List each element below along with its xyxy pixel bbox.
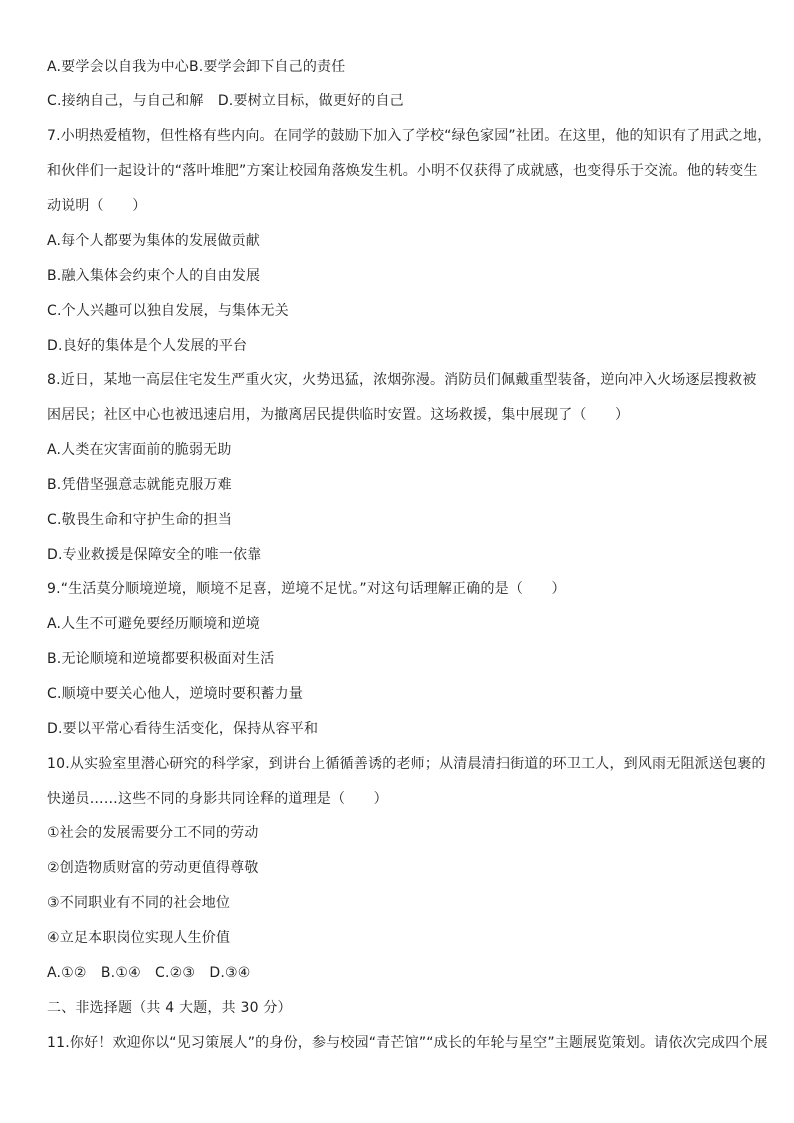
- q9-option-c: C.顺境中要关心他人，逆境时要积蓄力量: [47, 686, 304, 702]
- q7-stem-line-3: 动说明（ ）: [47, 198, 147, 214]
- q9-option-d: D.要以平常心看待生活变化，保持从容平和: [47, 721, 319, 737]
- q8-option-c: C.敬畏生命和守护生命的担当: [47, 512, 233, 528]
- q8-stem-line-1: 8.近日，某地一高层住宅发生严重火灾，火势迅猛，浓烟弥漫。消防员们佩戴重型装备，逆向冲入火场逐层搜救被: [47, 372, 757, 388]
- q7-option-b: B.融入集体会约束个人的自由发展: [47, 268, 261, 284]
- q10-statement-4: ④立足本职岗位实现人生价值: [47, 930, 231, 946]
- section-heading: 二、非选择题（共 4 大题，共 30 分）: [47, 1000, 292, 1016]
- q7-stem-line-2: 和伙伴们一起设计的“落叶堆肥”方案让校园角落焕发生机。小明不仅获得了成就感，也变得乐于交流。他的转变生: [47, 163, 758, 179]
- q9-option-a: A.人生不可避免要经历顺境和逆境: [47, 616, 260, 632]
- q10-options: A.①② B.①④ C.②③ D.③④: [47, 965, 251, 981]
- q9-option-b: B.无论顺境和逆境都要积极面对生活: [47, 651, 275, 667]
- q8-option-d: D.专业救援是保障安全的唯一依靠: [47, 547, 262, 563]
- q7-option-a: A.每个人都要为集体的发展做贡献: [47, 233, 260, 249]
- q10-statement-1: ①社会的发展需要分工不同的劳动: [47, 825, 259, 841]
- q10-stem-line-1: 10.从实验室里潜心研究的科学家，到讲台上循循善诱的老师；从清晨清扫街道的环卫工人，到风雨无阻派送包裹的: [47, 756, 766, 772]
- q10-stem-line-2: 快递员……这些不同的身影共同诠释的道理是（ ）: [47, 791, 388, 807]
- q6-options-ab: A.要学会以自我为中心B.要学会卸下自己的责任: [47, 59, 346, 75]
- q7-stem-line-1: 7.小明热爱植物，但性格有些内向。在同学的鼓励下加入了学校“绿色家园”社团。在这里，他的知识有了用武之地，: [47, 128, 772, 144]
- q11-stem-line-1: 11.你好！欢迎你以“见习策展人”的身份，参与校园“青芒馆”“成长的年轮与星空”主题展览策划。请依次完成四个展: [47, 1035, 768, 1051]
- q8-option-b: B.凭借坚强意志就能克服万难: [47, 477, 232, 493]
- q9-stem: 9.“生活莫分顺境逆境，顺境不足喜，逆境不足忧。”对这句话理解正确的是（ ）: [47, 581, 566, 597]
- q8-option-a: A.人类在灾害面前的脆弱无助: [47, 442, 232, 458]
- q10-statement-3: ③不同职业有不同的社会地位: [47, 895, 231, 911]
- q7-option-d: D.良好的集体是个人发展的平台: [47, 338, 248, 354]
- q8-stem-line-2: 困居民；社区中心也被迅速启用，为撤离居民提供临时安置。这场救援，集中展现了（ ）: [47, 407, 630, 423]
- q6-options-cd: C.接纳自己，与自己和解 D.要树立目标，做更好的自己: [47, 93, 404, 109]
- q10-statement-2: ②创造物质财富的劳动更值得尊敬: [47, 860, 259, 876]
- q7-option-c: C.个人兴趣可以独自发展，与集体无关: [47, 303, 289, 319]
